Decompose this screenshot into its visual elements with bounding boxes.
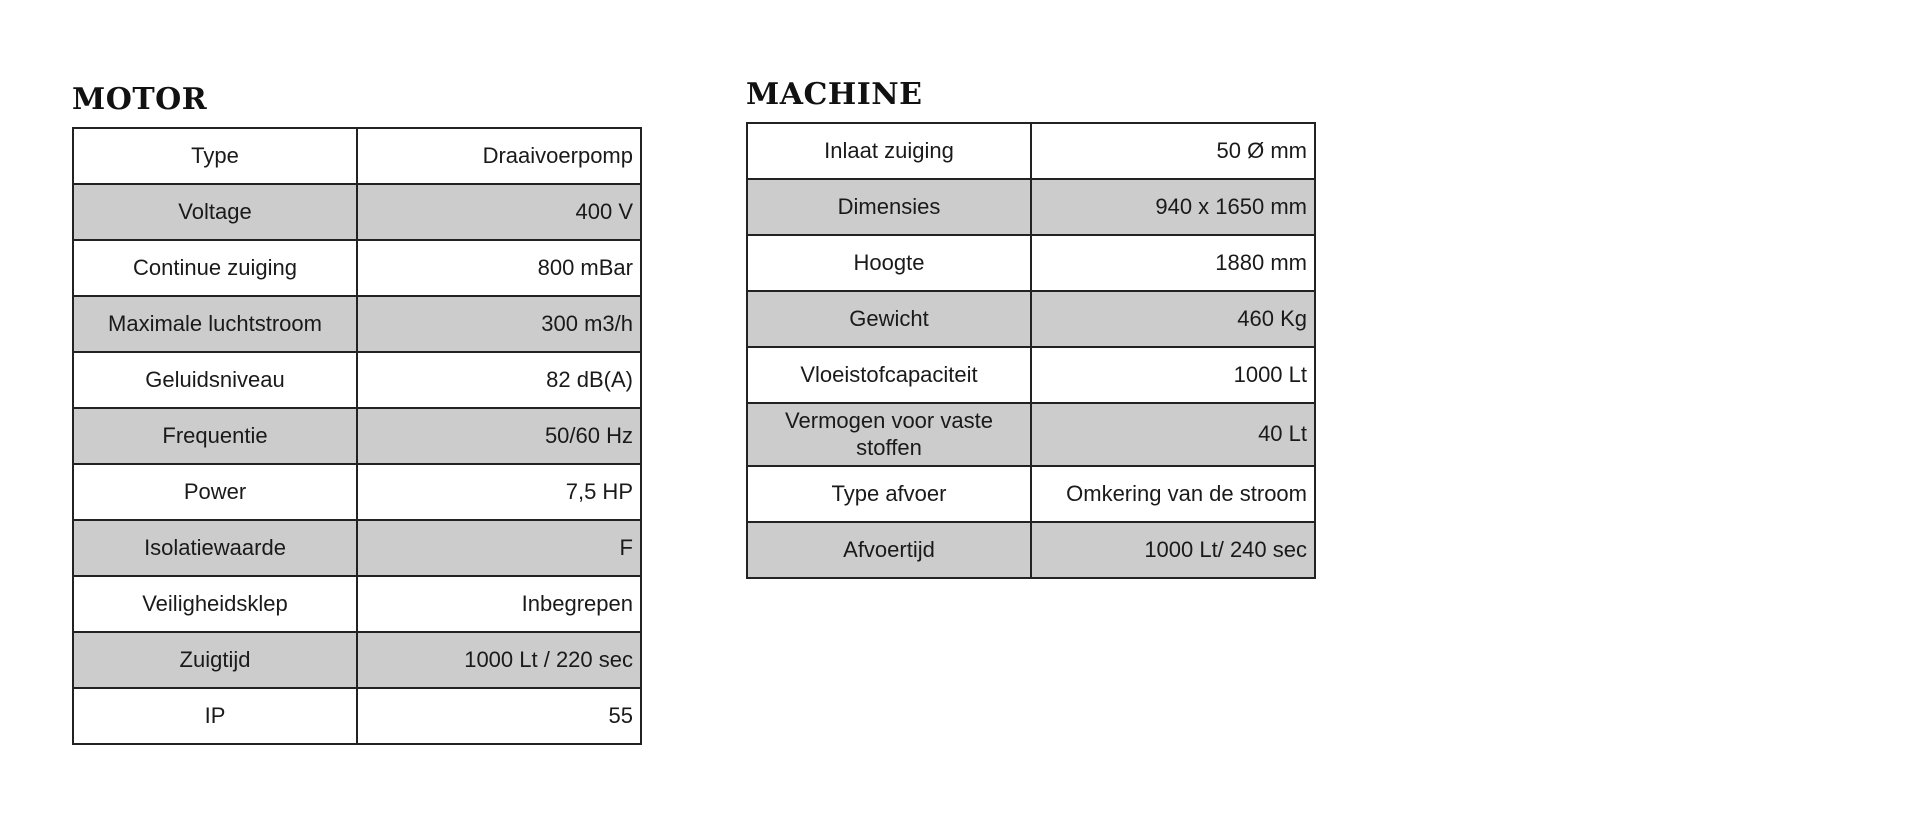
spec-label: Vermogen voor vaste stoffen bbox=[747, 403, 1031, 466]
machine-title: MACHINE bbox=[746, 77, 923, 112]
spec-label: Gewicht bbox=[747, 291, 1031, 347]
spec-label: Dimensies bbox=[747, 179, 1031, 235]
table-row bbox=[73, 520, 641, 576]
table-row bbox=[73, 296, 641, 352]
table-row bbox=[73, 632, 641, 688]
spec-value: 40 Lt bbox=[1031, 403, 1315, 466]
spec-label: Voltage bbox=[73, 184, 357, 240]
spec-value: 50 Ø mm bbox=[1031, 123, 1315, 179]
table-row bbox=[747, 347, 1315, 403]
spec-label: Veiligheidsklep bbox=[73, 576, 357, 632]
spec-value: 82 dB(A) bbox=[357, 352, 641, 408]
table-row bbox=[747, 291, 1315, 347]
table-row bbox=[73, 688, 641, 744]
spec-label: Power bbox=[73, 464, 357, 520]
spec-label: Geluidsniveau bbox=[73, 352, 357, 408]
table-row bbox=[73, 464, 641, 520]
spec-value: 1000 Lt bbox=[1031, 347, 1315, 403]
table-row bbox=[747, 235, 1315, 291]
spec-value: F bbox=[357, 520, 641, 576]
spec-label: Isolatiewaarde bbox=[73, 520, 357, 576]
spec-label: Type bbox=[73, 128, 357, 184]
spec-value: 300 m3/h bbox=[357, 296, 641, 352]
table-row bbox=[73, 576, 641, 632]
table-row bbox=[73, 240, 641, 296]
spec-value: 460 Kg bbox=[1031, 291, 1315, 347]
table-row bbox=[747, 179, 1315, 235]
table-row bbox=[73, 184, 641, 240]
spec-value: 940 x 1650 mm bbox=[1031, 179, 1315, 235]
motor-spec-table bbox=[72, 127, 642, 745]
spec-value: 55 bbox=[357, 688, 641, 744]
table-row bbox=[73, 352, 641, 408]
spec-label: IP bbox=[73, 688, 357, 744]
spec-label: Hoogte bbox=[747, 235, 1031, 291]
spec-label: Type afvoer bbox=[747, 466, 1031, 522]
spec-label: Zuigtijd bbox=[73, 632, 357, 688]
table-row bbox=[747, 123, 1315, 179]
spec-value: 400 V bbox=[357, 184, 641, 240]
spec-value: Draaivoerpomp bbox=[357, 128, 641, 184]
spec-value: 1000 Lt / 220 sec bbox=[357, 632, 641, 688]
spec-label: Inlaat zuiging bbox=[747, 123, 1031, 179]
spec-value: 1000 Lt/ 240 sec bbox=[1031, 522, 1315, 578]
table-row bbox=[747, 466, 1315, 522]
spec-value: 50/60 Hz bbox=[357, 408, 641, 464]
spec-value: 7,5 HP bbox=[357, 464, 641, 520]
spec-label: Vloeistofcapaciteit bbox=[747, 347, 1031, 403]
table-row bbox=[747, 522, 1315, 578]
spec-value: 800 mBar bbox=[357, 240, 641, 296]
spec-label: Continue zuiging bbox=[73, 240, 357, 296]
spec-label: Maximale luchtstroom bbox=[73, 296, 357, 352]
machine-section bbox=[746, 77, 1316, 579]
spec-label: Frequentie bbox=[73, 408, 357, 464]
table-row bbox=[747, 403, 1315, 466]
motor-section bbox=[72, 82, 642, 745]
table-row bbox=[73, 128, 641, 184]
spec-value: 1880 mm bbox=[1031, 235, 1315, 291]
spec-value: Inbegrepen bbox=[357, 576, 641, 632]
spec-label: Afvoertijd bbox=[747, 522, 1031, 578]
spec-value: Omkering van de stroom bbox=[1031, 466, 1315, 522]
machine-spec-table bbox=[746, 122, 1316, 579]
table-row bbox=[73, 408, 641, 464]
motor-title: MOTOR bbox=[72, 82, 208, 117]
